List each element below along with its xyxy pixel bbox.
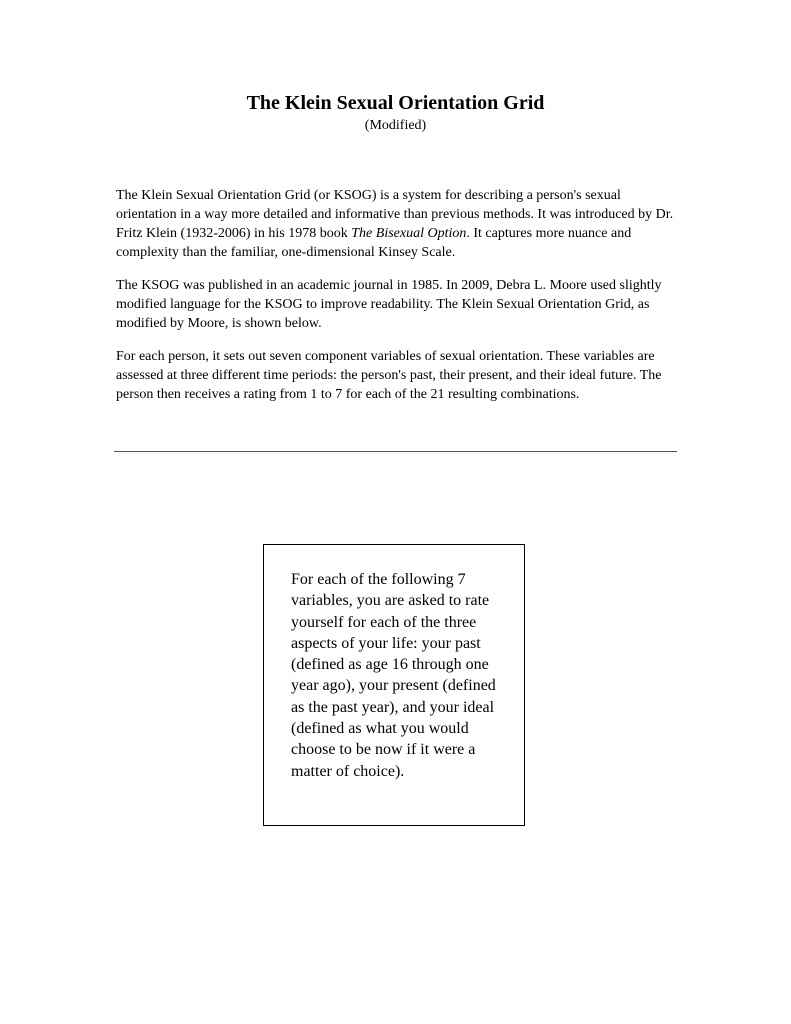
intro-paragraph-1-text-b: . It captures more nuance and complexity than the familiar, one-dimensional Kinsey Scale. — [116, 226, 632, 260]
instruction-text: For each of the following 7 variables, you are asked to rate yourself for each of the three aspects of your life: your past (defined as age 16 through one year ago), your present (defined as the past year), and your ideal (defined as what you would choose to be now if it were a matter of choice). — [291, 571, 496, 780]
book-title: The Bisexual Option — [351, 226, 467, 241]
intro-paragraph-3: For each person, it sets out seven component variables of sexual orientation. These variables are assessed at three different time periods: the person's past, their present, and their ideal future. The person then receives a rating from 1 to 7 for each of the 21 resulting combinations. — [116, 349, 662, 402]
instruction-box — [263, 544, 525, 826]
intro-paragraph-2: The KSOG was published in an academic journal in 1985. In 2009, Debra L. Moore used slightly modified language for the KSOG to improve readability. The Klein Sexual Orientation Grid, as modified by Moore, is shown below. — [116, 278, 662, 331]
page-subtitle: (Modified) — [364, 118, 427, 133]
section-divider — [114, 451, 677, 452]
intro-paragraph-1 — [116, 186, 680, 262]
intro-paragraph-1-text-a: The Klein Sexual Orientation Grid (or KSOG) is a system for describing a person's sexual orientation in a way more detailed and informative than previous methods. It was introduced by Dr. Fritz Klein (1932-2006) in his 1978 book — [116, 188, 674, 241]
page-title: The Klein Sexual Orientation Grid — [246, 92, 545, 114]
